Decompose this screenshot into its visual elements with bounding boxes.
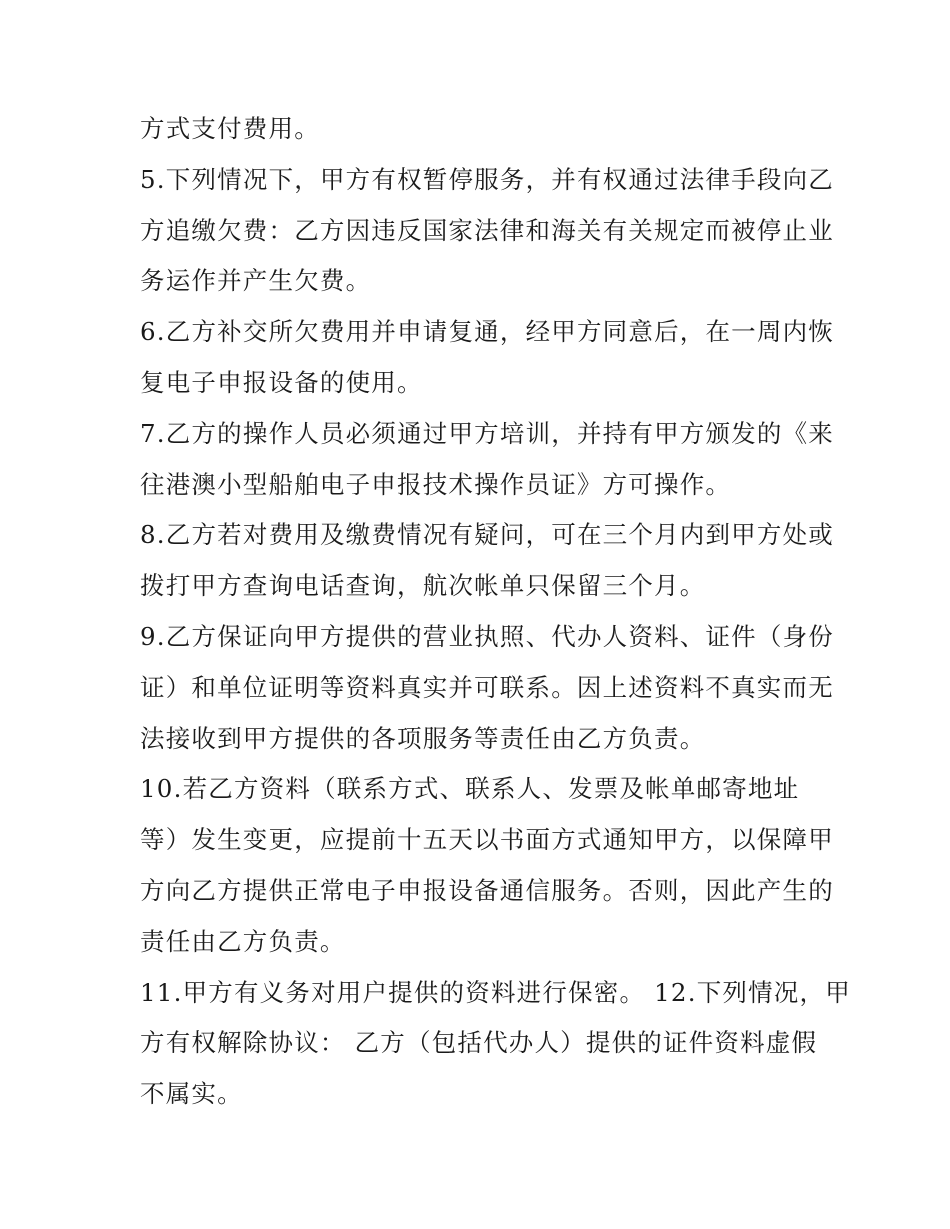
text-line: 7.乙方的操作人员必须通过甲方培训，并持有甲方颁发的《来 bbox=[140, 418, 834, 448]
text-line: 往港澳小型船舶电子申报技术操作员证》方可操作。 bbox=[140, 469, 732, 499]
text-line: 不属实。 bbox=[140, 1079, 243, 1109]
text-line: 责任由乙方负责。 bbox=[140, 926, 346, 956]
text-line: 证）和单位证明等资料真实并可联系。因上述资料不真实而无 bbox=[140, 672, 834, 702]
text-line: 务运作并产生欠费。 bbox=[140, 266, 372, 296]
text-line: 方有权解除协议： 乙方（包括代办人）提供的证件资料虚假 bbox=[140, 1028, 818, 1058]
document-body bbox=[140, 104, 851, 1120]
text-line: 6.乙方补交所欠费用并申请复通，经甲方同意后，在一周内恢 bbox=[140, 317, 834, 347]
text-line: 复电子申报设备的使用。 bbox=[140, 367, 423, 397]
text-line: 10.若乙方资料（联系方式、联系人、发票及帐单邮寄地址 bbox=[140, 774, 800, 804]
text-line: 方追缴欠费：乙方因违反国家法律和海关有关规定而被停止业 bbox=[140, 215, 834, 245]
text-line: 法接收到甲方提供的各项服务等责任由乙方负责。 bbox=[140, 723, 706, 753]
text-line: 11.甲方有义务对用户提供的资料进行保密。 12.下列情况，甲 bbox=[140, 977, 851, 1007]
text-line: 5.下列情况下，甲方有权暂停服务，并有权通过法律手段向乙 bbox=[140, 164, 834, 194]
text-line: 方向乙方提供正常电子申报设备通信服务。否则，因此产生的 bbox=[140, 875, 834, 905]
text-line: 8.乙方若对费用及缴费情况有疑问，可在三个月内到甲方处或 bbox=[140, 520, 834, 550]
text-line: 拨打甲方查询电话查询，航次帐单只保留三个月。 bbox=[140, 571, 706, 601]
text-line: 方式支付费用。 bbox=[140, 114, 320, 143]
text-line: 等）发生变更，应提前十五天以书面方式通知甲方，以保障甲 bbox=[140, 825, 834, 855]
text-line: 9.乙方保证向甲方提供的营业执照、代办人资料、证件（身份 bbox=[140, 621, 834, 651]
